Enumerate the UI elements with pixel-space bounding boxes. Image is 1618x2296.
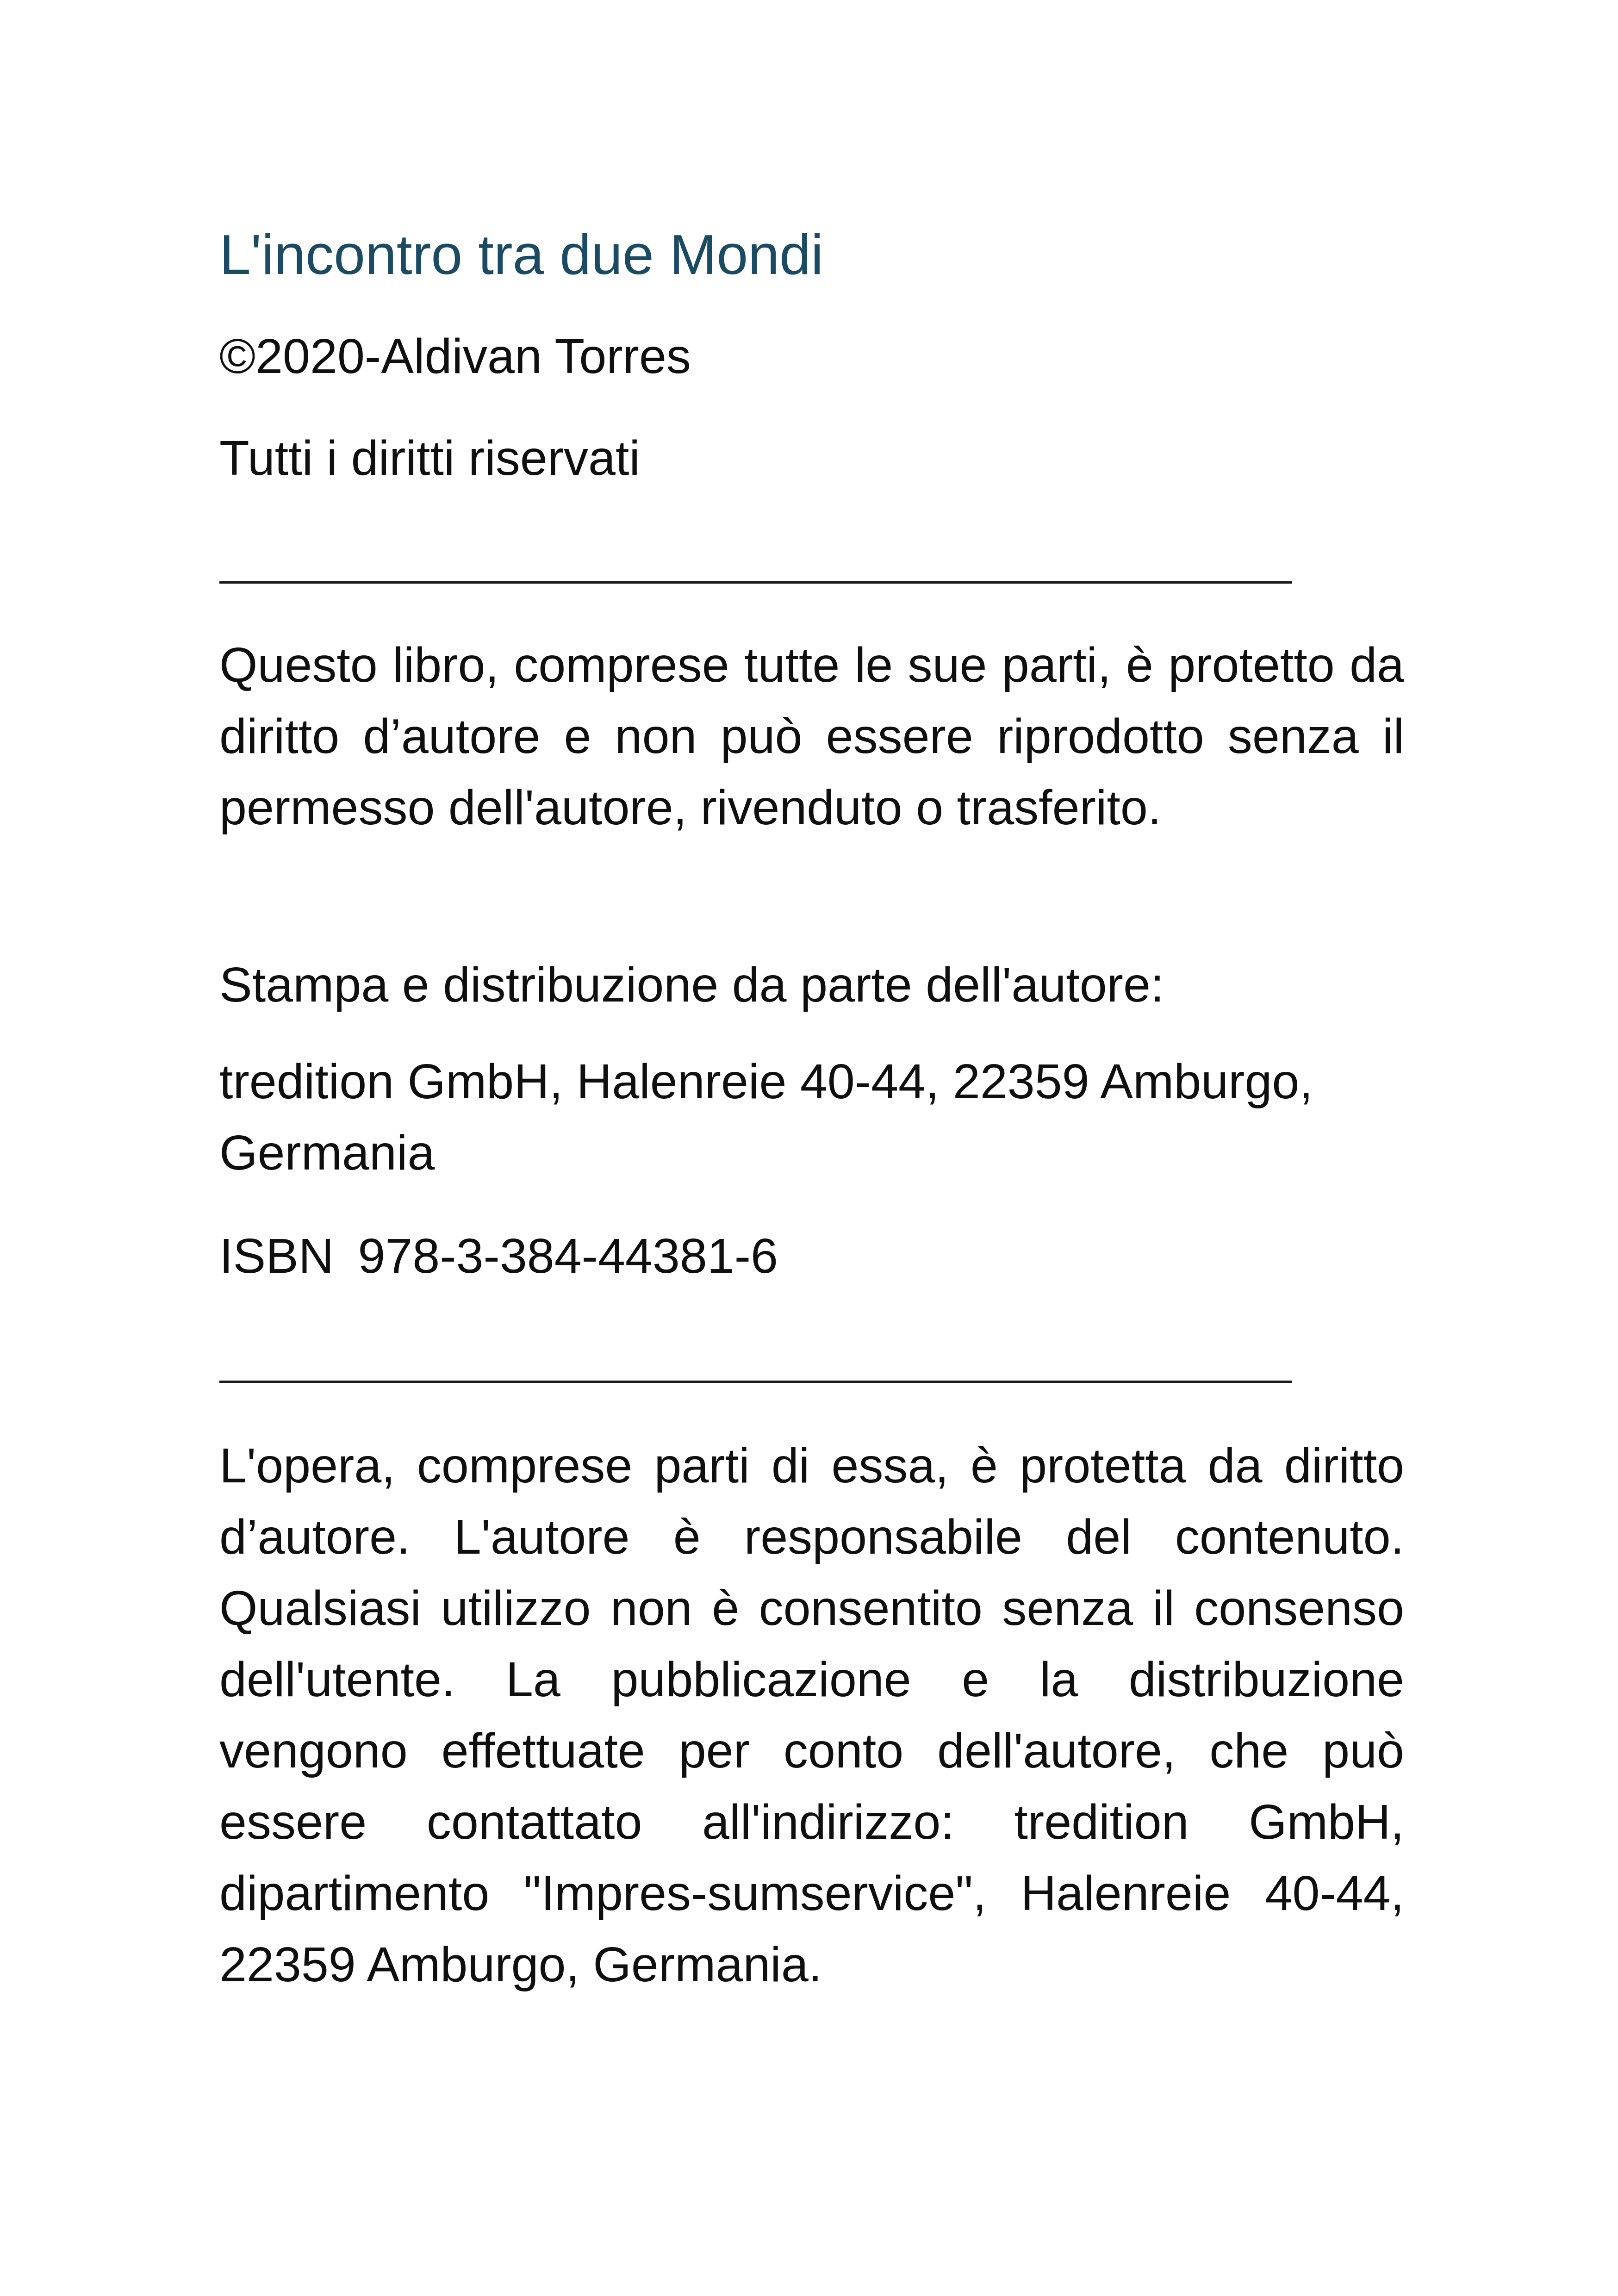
printing-label: Stampa e distribuzione da parte dell'autore: xyxy=(219,958,1164,1012)
copyright-notice: ©2020-Aldivan Torres xyxy=(219,329,691,384)
isbn-value: 978-3-384-44381-6 xyxy=(358,1229,778,1283)
divider-bottom xyxy=(219,1381,1292,1383)
book-title: L'incontro tra due Mondi xyxy=(219,223,824,286)
isbn-line xyxy=(219,1220,778,1292)
legal-paragraph: L'opera, comprese parti di essa, è protetta da diritto d’autore. L'autore è responsabile del contenuto. Qualsiasi utilizzo non è consentito senza il consenso dell'utente. La pubblicazione e la distribuzione vengono effettuate per conto dell'autore, che può essere contattato all'indirizzo: tredition GmbH, dipartimento "Impres-sumservice", Halenreie 40-44, 22359 Amburgo, Germania. xyxy=(219,1438,1404,1992)
divider-top xyxy=(219,581,1292,584)
rights-reserved: Tutti i diritti riservati xyxy=(219,431,640,485)
publisher-address: tredition GmbH, Halenreie 40-44, 22359 Amburgo, Germania xyxy=(219,1054,1313,1180)
isbn-label: ISBN xyxy=(219,1229,334,1283)
copyright-paragraph: Questo libro, comprese tutte le sue parti, è protetto da diritto d’autore e non può essere riprodotto senza il permesso dell'autore, rivenduto o trasferito. xyxy=(219,638,1404,835)
